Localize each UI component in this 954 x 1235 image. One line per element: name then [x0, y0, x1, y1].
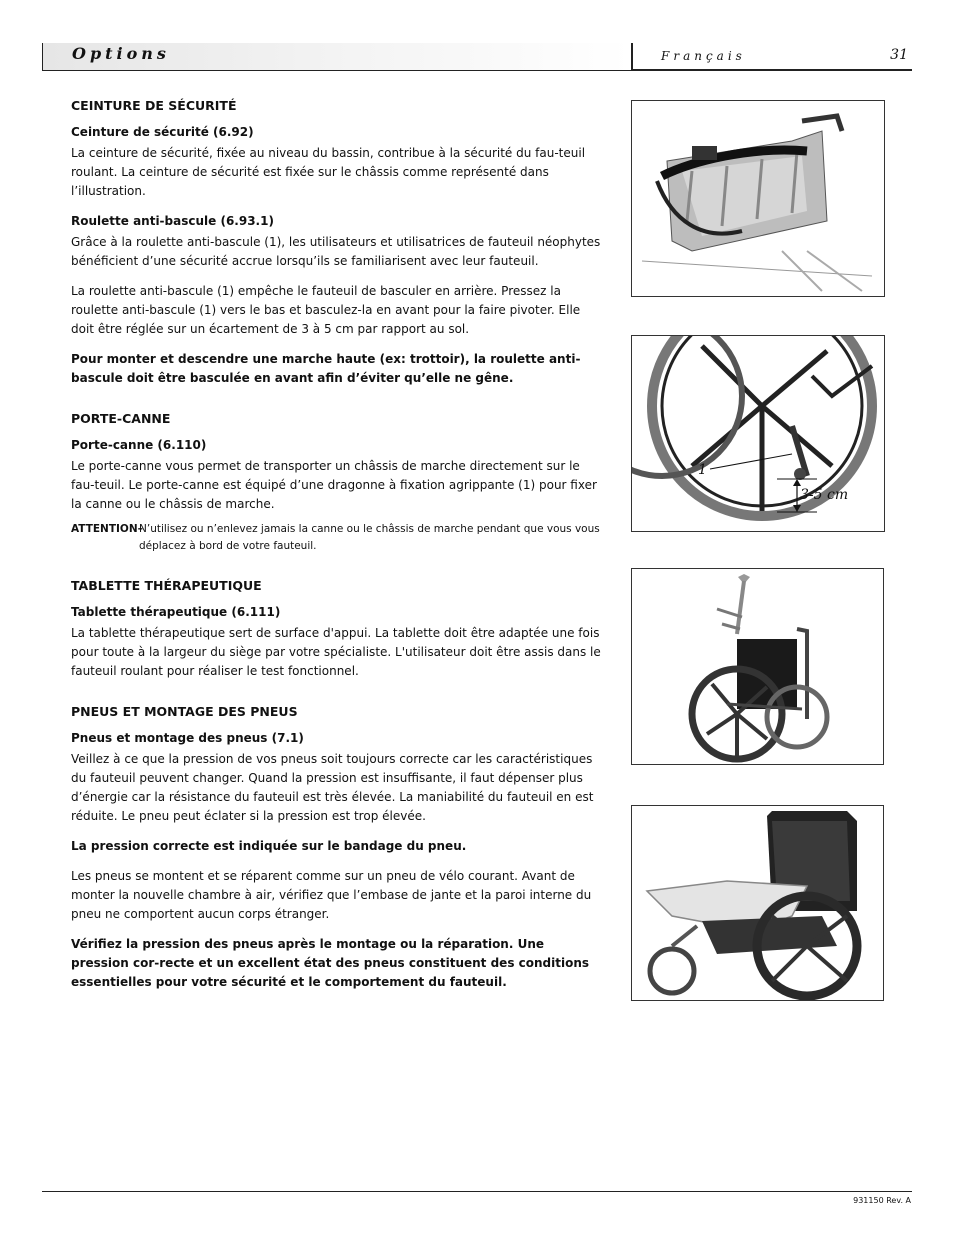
emphasis-paragraph: La pression correcte est indiquée sur le bandage du pneu.: [71, 839, 467, 853]
paragraph: La ceinture de sécurité, fixée au niveau du bassin, contribue à la sécurité du fau-teuil roulant. La ceinture de sécurité est fixée sur le châssis comme représenté dans l’illustration.: [71, 146, 586, 198]
subheading: Pneus et montage des pneus (7.1): [71, 731, 304, 745]
attention-note: [71, 521, 604, 555]
emphasis-paragraph: Pour monter et descendre une marche haute (ex: trottoir), la roulette anti-bascule doit être basculée en avant afin d’éviter qu’elle ne gêne.: [71, 352, 581, 385]
page-number: 31: [890, 47, 908, 63]
language-label: Français: [661, 49, 746, 63]
callout-number: 1: [698, 462, 707, 478]
paragraph: Grâce à la roulette anti-bascule (1), les utilisateurs et utilisatrices de fauteuil néophytes bénéficient d’une sécurité accrue lorsqu’ils se familiarisent avec leur fauteuil.: [71, 235, 601, 268]
section-heading: TABLETTE THÉRAPEUTIQUE: [71, 578, 262, 593]
section: [71, 576, 604, 681]
paragraph: Les pneus se montent et se réparent comme sur un pneu de vélo courant. Avant de monter la nouvelle chambre à air, vérifiez que l’embase de jante et la paroi interne du pneu ne comportent aucun corps étranger.: [71, 869, 592, 921]
section-heading: CEINTURE DE SÉCURITÉ: [71, 98, 237, 113]
figure-cane-holder: [631, 568, 884, 765]
seat-belt-illustration: [632, 101, 884, 296]
header-rule: [631, 69, 912, 71]
figure-anti-tip: [631, 335, 885, 532]
section-title: Options: [72, 44, 170, 63]
paragraph: La tablette thérapeutique sert de surface d'appui. La tablette doit être adaptée une fois pour toute à la largeur du siège par votre spécialiste. L'utilisateur doit être assis dans le fauteuil roulant pour réaliser le test fonctionnel.: [71, 626, 601, 678]
paragraph: La roulette anti-bascule (1) empêche le fauteuil de basculer en arrière. Pressez la roulette anti-bascule (1) vers le bas et basculez-la en avant pour la faire pivoter. Elle doit être réglée sur un écartement de 3 à 5 cm par rapport au sol.: [71, 284, 581, 336]
cane-holder-illustration: [632, 569, 883, 764]
dimension-label: 3-5 cm: [800, 487, 849, 503]
paragraph: Veillez à ce que la pression de vos pneus soit toujours correcte car les caractéristiques du fauteuil peuvent changer. Quand la pression est insuffisante, il faut dépenser plus d’énergie car la résistance du fauteuil est très élevée. La maniabilité du fauteuil en est réduite. Le pneu peut éclater si la pression est trop élevée.: [71, 752, 594, 823]
emphasis-paragraph: Vérifiez la pression des pneus après le montage ou la réparation. Une pression cor-recte et un excellent état des pneus constituent des conditions essentielles pour votre sécurité et le comportement du fauteuil.: [71, 937, 590, 989]
attention-text: N’utilisez ou n’enlevez jamais la canne ou le châssis de marche pendant que vous vous déplacez à bord de votre fauteuil.: [139, 523, 600, 552]
therapy-tray-illustration: [632, 806, 883, 1000]
figure-therapy-tray: [631, 805, 884, 1001]
subheading: Porte-canne (6.110): [71, 438, 207, 452]
document-reference: 931150 Rev. A: [853, 1196, 911, 1205]
text-column: [71, 96, 604, 1003]
section: [71, 96, 604, 388]
footer-rule: [42, 1191, 912, 1192]
paragraph: Le porte-canne vous permet de transporter un châssis de marche directement sur le fau-teuil. Le porte-canne est équipé d’une dragonne à fixation agrippante (1) pour fixer la canne ou le châssis de marche.: [71, 459, 597, 511]
attention-label: ATTENTION–: [71, 523, 143, 535]
section-heading: PORTE-CANNE: [71, 411, 171, 426]
header-divider: [631, 43, 633, 70]
section-heading: PNEUS ET MONTAGE DES PNEUS: [71, 704, 298, 719]
subheading: Roulette anti-bascule (6.93.1): [71, 214, 274, 228]
section: [71, 409, 604, 555]
figure-seat-belt: [631, 100, 885, 297]
subheading: Tablette thérapeutique (6.111): [71, 605, 281, 619]
subheading: Ceinture de sécurité (6.92): [71, 125, 254, 139]
section: [71, 702, 604, 992]
